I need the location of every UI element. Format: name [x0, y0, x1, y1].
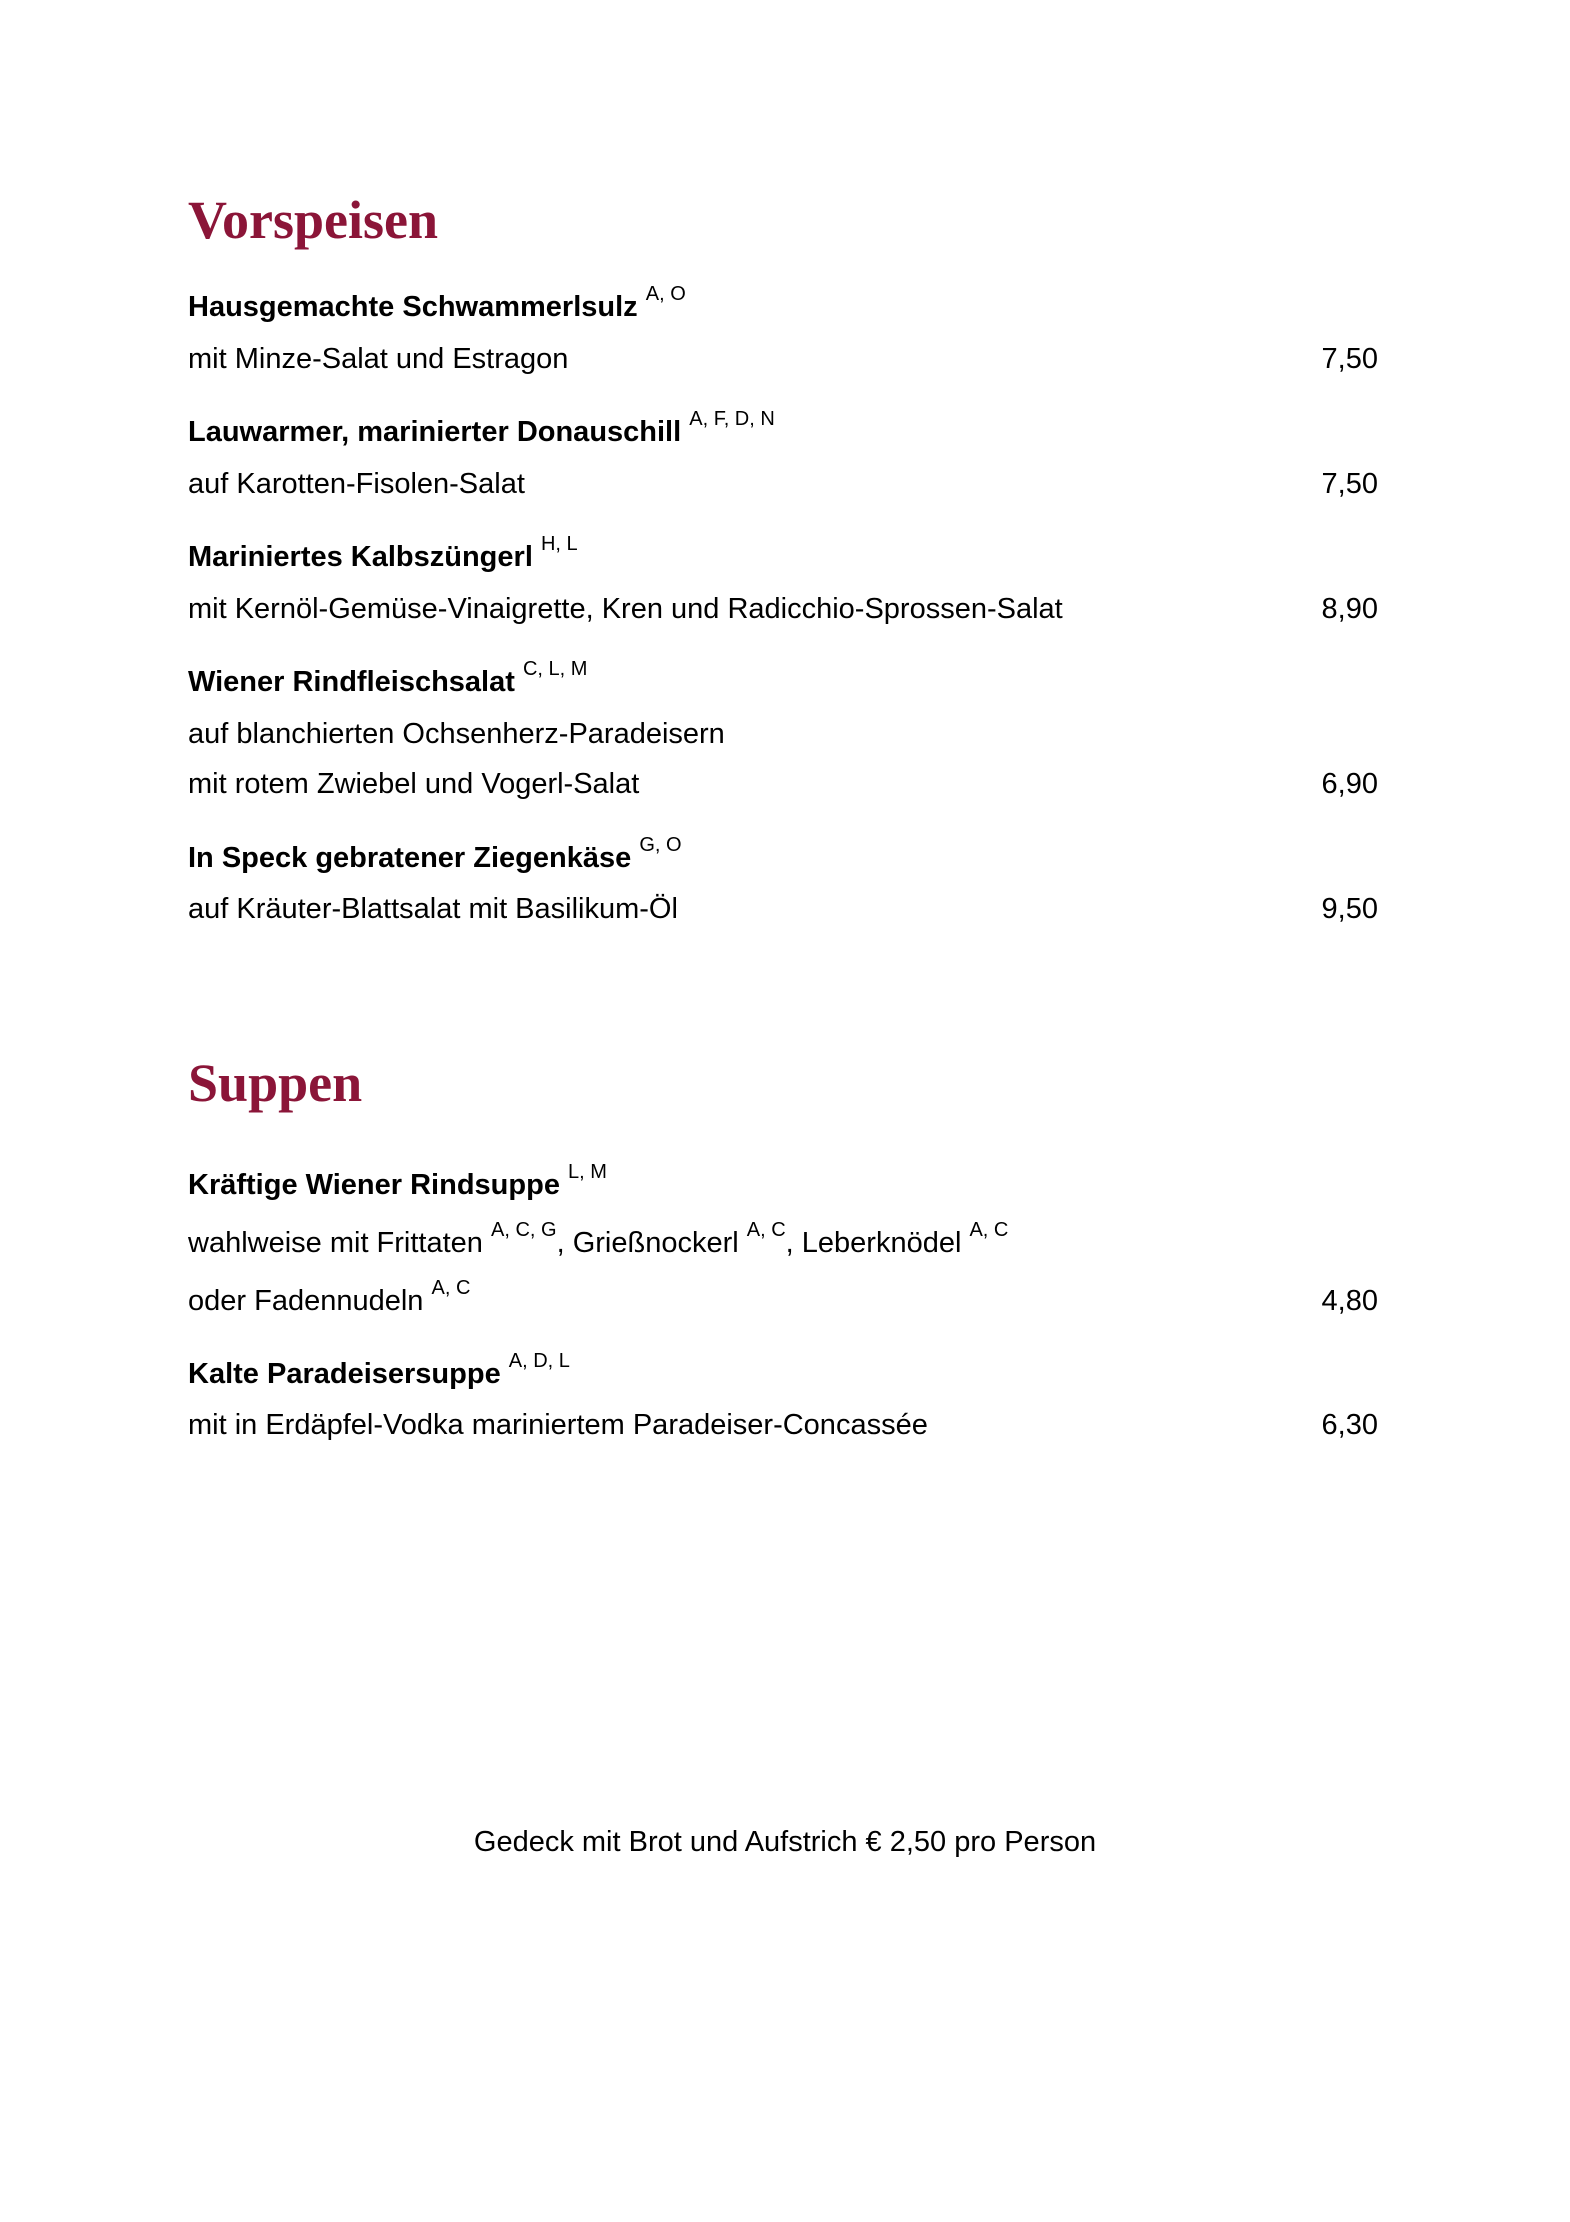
dish-price: 6,90 — [1321, 768, 1378, 800]
allergen-codes: H, L — [540, 533, 578, 555]
dish-description: mit rotem Zwiebel und Vogerl-Salat — [188, 768, 640, 800]
allergen-codes: C, L, M — [522, 658, 588, 680]
dish-description: mit Minze-Salat und Estragon — [188, 343, 569, 375]
allergen-codes: A, O — [645, 283, 686, 305]
dish-name: In Speck gebratener Ziegenkäse $^{G, O}$ — [188, 834, 682, 874]
dish-name: Mariniertes Kalbszüngerl $^{H, L}$ — [188, 533, 578, 573]
allergen-codes: L, M — [568, 1161, 607, 1183]
section-title-suppen: Suppen — [188, 1053, 363, 1113]
dish-price: 7,50 — [1321, 343, 1378, 375]
dish-name: Kalte Paradeisersuppe $^{A, D, L}$ — [188, 1350, 570, 1390]
allergen-codes: A, C — [969, 1219, 1009, 1241]
allergen-codes: A, C, G — [491, 1219, 557, 1241]
dish-name: Kräftige Wiener Rindsuppe $^{L, M}$ — [188, 1161, 607, 1201]
cover-charge-note: Gedeck mit Brot und Aufstrich € 2,50 pro Person — [473, 1826, 1097, 1858]
section-title-vorspeisen: Vorspeisen — [188, 190, 439, 250]
dish-price: 6,30 — [1321, 1409, 1378, 1441]
dish-name: Wiener Rindfleischsalat $^{C, L, M}$ — [188, 658, 588, 698]
dish-price: 9,50 — [1321, 893, 1378, 925]
allergen-codes: A, F, D, N — [689, 408, 775, 430]
allergen-codes: G, O — [639, 834, 682, 856]
dish-price: 7,50 — [1321, 468, 1378, 500]
dish-description: auf Kräuter-Blattsalat mit Basilikum-Öl — [188, 893, 678, 925]
dish-description: auf blanchierten Ochsenherz-Paradeisern — [188, 718, 725, 750]
dish-description: mit Kernöl-Gemüse-Vinaigrette, Kren und Radicchio-Sprossen-Salat — [188, 593, 1063, 625]
dish-description: mit in Erdäpfel-Vodka mariniertem Paradeiser-Concassée — [188, 1409, 928, 1441]
dish-price: 4,80 — [1321, 1285, 1378, 1317]
allergen-codes: A, C — [431, 1277, 471, 1299]
dish-description: auf Karotten-Fisolen-Salat — [188, 468, 525, 500]
dish-description: oder Fadennudeln $^{A, C}$ — [188, 1277, 471, 1317]
dish-name: Lauwarmer, marinierter Donauschill $^{A, F, D, N}$ — [188, 408, 775, 448]
dish-price: 8,90 — [1321, 593, 1378, 625]
allergen-codes: A, D, L — [508, 1350, 570, 1372]
dish-description: wahlweise mit Frittaten $^{A, C, G}$, Grießnockerl $^{A, C}$, Leberknödel $^{A, C}$ — [188, 1219, 1009, 1259]
allergen-codes: A, C — [746, 1219, 786, 1241]
dish-name: Hausgemachte Schwammerlsulz $^{A, O}$ — [188, 283, 686, 323]
